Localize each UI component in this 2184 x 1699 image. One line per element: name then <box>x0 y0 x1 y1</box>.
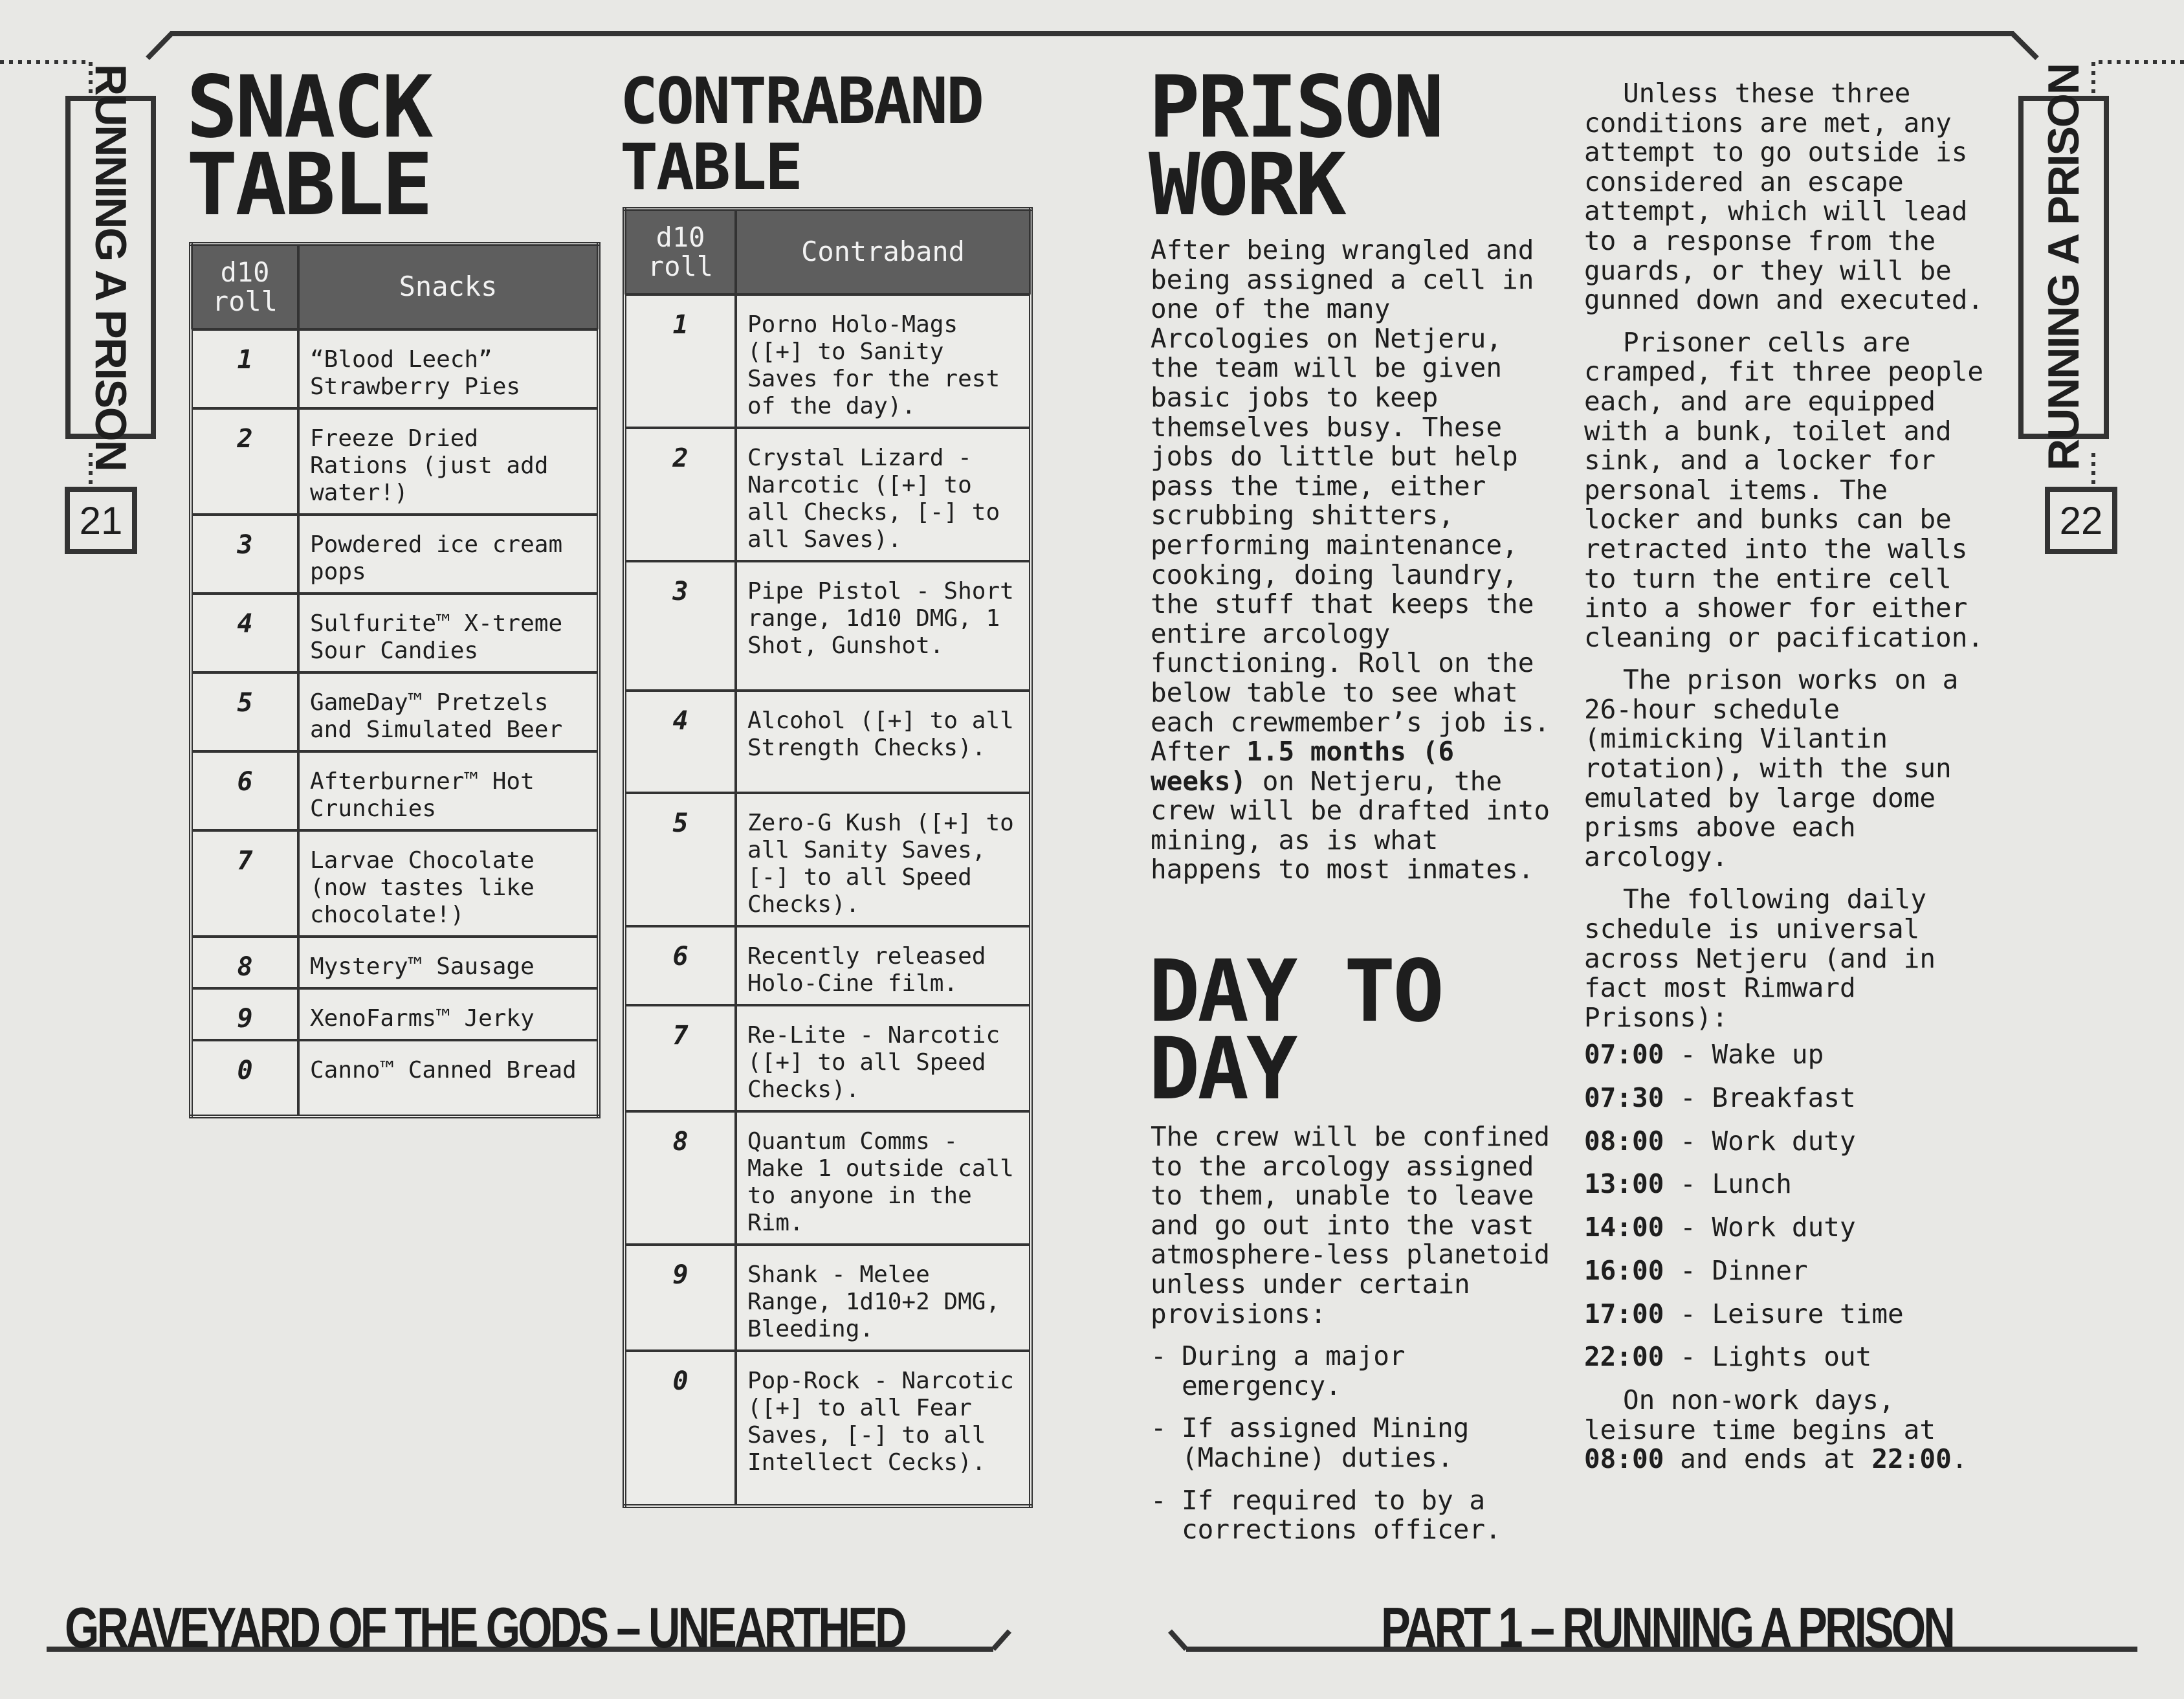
item-cell: Afterburner™ Hot Crunchies <box>298 751 599 830</box>
schedule-row <box>1584 1256 1992 1300</box>
cells-paragraph: Prisoner cells are cramped, fit three people each, and are equipped with a bunk, toilet and sink, and a locker for personal items. The locker and bunks can be retracted into the walls to turn the entire cell into a shower for either cleaning or pacification. <box>1584 326 1984 653</box>
roll-cell: 0 <box>624 1351 736 1506</box>
day-to-day-title-line1: DAY TO <box>1149 942 1442 1041</box>
schedule-activity: Work duty <box>1712 1212 1856 1243</box>
snack-title-line2: TABLE <box>186 135 431 235</box>
snack-header-roll: d10 roll <box>191 244 298 329</box>
prison-work-heading <box>1149 58 1442 235</box>
item-cell: Larvae Chocolate (now tastes like chocolate!) <box>298 830 599 937</box>
side-tab-right <box>2018 64 2109 471</box>
roll-cell: 1 <box>624 294 736 428</box>
schedule-separator: - <box>1664 1212 1712 1243</box>
item-cell: Shank - Melee Range, 1d10+2 DMG, Bleeding. <box>736 1245 1031 1351</box>
snack-title-line1: SNACK <box>186 58 431 157</box>
item-cell: Freeze Dried Rations (just add water!) <box>298 408 599 515</box>
page-number-left: 21 <box>65 487 137 554</box>
item-cell: GameDay™ Pretzels and Simulated Beer <box>298 672 599 751</box>
schedule-activity: Lunch <box>1712 1168 1792 1200</box>
prison-work-para-a: After being wrangled and being assigned a cell in one of the many Arcologies on Netjeru, the team will be given basic jobs to keep themselves busy. These jobs do little but help pass the time, either scrubbing shitters, performing maintenance, cooking, doing laundry, the stuff that keeps the entire arcology functioning. Roll on the below table to see what each crewmember’s job is. After <box>1151 234 1550 768</box>
schedule-separator: - <box>1664 1341 1712 1373</box>
page-number-right: 22 <box>2045 487 2117 554</box>
roll-cell: 0 <box>191 1040 298 1116</box>
prison-work-para-b: on Netjeru, the crew will be drafted into mining, as is what happens to most inmates. <box>1151 765 1550 885</box>
table-row <box>191 329 599 408</box>
prison-work-text <box>1151 236 1552 885</box>
provisions-list <box>1151 1342 1558 1545</box>
item-cell: “Blood Leech” Strawberry Pies <box>298 329 599 408</box>
daily-schedule <box>1584 1040 1992 1386</box>
item-cell: Crystal Lizard - Narcotic ([+] to all Checks, [-] to all Saves). <box>736 428 1031 561</box>
day-to-day-intro: The crew will be confined to the arcology assigned to them, unable to leave and go out into the vast atmosphere-less planetoid unless under certain provisions: <box>1151 1121 1550 1329</box>
table-row <box>191 751 599 830</box>
schedule-time: 07:00 <box>1584 1039 1664 1071</box>
table-row <box>624 926 1031 1005</box>
roll-cell: 6 <box>624 926 736 1005</box>
day-to-day-text <box>1151 1122 1558 1558</box>
schedule-separator: - <box>1664 1298 1712 1329</box>
schedule-row <box>1584 1127 1992 1170</box>
roll-cell: 9 <box>624 1245 736 1351</box>
item-cell: Porno Holo-Mags ([+] to Sanity Saves for the rest of the day). <box>736 294 1031 428</box>
schedule-separator: - <box>1664 1125 1712 1157</box>
schedule-row <box>1584 1342 1992 1386</box>
roll-cell: 2 <box>191 408 298 515</box>
item-cell: Zero-G Kush ([+] to all Sanity Saves, [-] to all Speed Checks). <box>736 793 1031 926</box>
table-row <box>191 937 599 988</box>
schedule-activity: Breakfast <box>1712 1082 1856 1114</box>
schedule-time: 07:30 <box>1584 1082 1664 1114</box>
schedule-row <box>1584 1170 1992 1213</box>
roll-cell: 5 <box>624 793 736 926</box>
prison-work-title-line2: WORK <box>1149 135 1344 235</box>
roll-cell: 9 <box>191 988 298 1040</box>
item-cell: Pop-Rock - Narcotic ([+] to all Fear Saves, [-] to all Intellect Cecks). <box>736 1351 1031 1506</box>
snack-header-item: Snacks <box>298 244 599 329</box>
non-work-text-a: On non-work days, leisure time begins at <box>1584 1384 1936 1445</box>
right-column-text <box>1584 79 1992 1474</box>
footer-left: GRAVEYARD OF THE GODS – UNEARTHED <box>65 1595 905 1660</box>
non-work-text-c: . <box>1951 1443 1968 1475</box>
roll-cell: 6 <box>191 751 298 830</box>
table-row <box>624 1245 1031 1351</box>
roll-cell: 3 <box>191 515 298 594</box>
schedule-row <box>1584 1083 1992 1127</box>
snack-table <box>189 242 601 1118</box>
roll-cell: 7 <box>191 830 298 937</box>
schedule-separator: - <box>1664 1168 1712 1200</box>
table-row <box>624 294 1031 428</box>
table-row <box>191 988 599 1040</box>
schedule-separator: - <box>1664 1039 1712 1071</box>
non-work-text-b: and ends at <box>1664 1443 1872 1475</box>
schedule-activity: Leisure time <box>1712 1298 1904 1329</box>
schedule-activity: Lights out <box>1712 1341 1872 1373</box>
schedule-activity: Dinner <box>1712 1254 1808 1286</box>
item-cell: Recently released Holo-Cine film. <box>736 926 1031 1005</box>
table-row <box>624 793 1031 926</box>
side-tab-left <box>65 64 156 471</box>
roll-cell: 3 <box>624 561 736 691</box>
side-tab-left-label: RUNNING A PRISON <box>86 64 135 471</box>
schedule-intro-paragraph: The prison works on a 26-hour schedule (mimicking Vilantin rotation), with the sun emulated by large dome prisms above each arcology. <box>1584 664 1959 872</box>
table-row <box>624 691 1031 793</box>
roll-cell: 1 <box>191 329 298 408</box>
roll-cell: 2 <box>624 428 736 561</box>
contraband-table-heading <box>620 65 983 205</box>
schedule-row <box>1584 1040 1992 1083</box>
table-row <box>191 672 599 751</box>
contraband-header-item: Contraband <box>736 209 1031 294</box>
prison-work-title-line1: PRISON <box>1149 58 1442 157</box>
provision-item: - If required to by a corrections officer. <box>1151 1486 1558 1545</box>
table-row <box>191 1040 599 1116</box>
schedule-row <box>1584 1300 1992 1343</box>
universal-paragraph: The following daily schedule is universal across Netjeru (and in fact most Rimward Prisons): <box>1584 883 1936 1033</box>
roll-cell: 8 <box>191 937 298 988</box>
schedule-time: 08:00 <box>1584 1125 1664 1157</box>
schedule-time: 13:00 <box>1584 1168 1664 1200</box>
contraband-table <box>623 207 1033 1508</box>
item-cell: Quantum Comms - Make 1 outside call to anyone in the Rim. <box>736 1111 1031 1245</box>
non-work-end-time: 22:00 <box>1871 1443 1952 1475</box>
table-row <box>191 408 599 515</box>
contraband-header-roll: d10 roll <box>624 209 736 294</box>
schedule-row <box>1584 1213 1992 1256</box>
item-cell: Canno™ Canned Bread <box>298 1040 599 1116</box>
item-cell: XenoFarms™ Jerky <box>298 988 599 1040</box>
contraband-title-line2: TABLE <box>620 131 802 205</box>
item-cell: Alcohol ([+] to all Strength Checks). <box>736 691 1031 793</box>
table-row <box>191 830 599 937</box>
item-cell: Mystery™ Sausage <box>298 937 599 988</box>
item-cell: Sulfurite™ X-treme Sour Candies <box>298 594 599 672</box>
schedule-activity: Wake up <box>1712 1039 1824 1071</box>
table-row <box>624 1005 1031 1111</box>
item-cell: Powdered ice cream pops <box>298 515 599 594</box>
schedule-time: 14:00 <box>1584 1212 1664 1243</box>
schedule-time: 22:00 <box>1584 1341 1664 1373</box>
item-cell: Pipe Pistol - Short range, 1d10 DMG, 1 Shot, Gunshot. <box>736 561 1031 691</box>
provision-item: - If assigned Mining (Machine) duties. <box>1151 1414 1558 1472</box>
roll-cell: 5 <box>191 672 298 751</box>
roll-cell: 4 <box>624 691 736 793</box>
footer-right: PART 1 – RUNNING A PRISON <box>1381 1595 1953 1660</box>
schedule-separator: - <box>1664 1254 1712 1286</box>
table-row <box>624 428 1031 561</box>
schedule-activity: Work duty <box>1712 1125 1856 1157</box>
schedule-time: 17:00 <box>1584 1298 1664 1329</box>
contraband-title-line1: CONTRABAND <box>620 65 983 139</box>
escape-paragraph: Unless these three conditions are met, any attempt to go outside is considered an escape attempt, which will lead to a response from the guards, or they will be gunned down and executed. <box>1584 78 1984 316</box>
non-work-paragraph <box>1584 1386 1992 1474</box>
item-cell: Re-Lite - Narcotic ([+] to all Speed Checks). <box>736 1005 1031 1111</box>
snack-table-heading <box>186 58 431 235</box>
table-row <box>624 561 1031 691</box>
prison-work-duration: 1.5 months (6 weeks) <box>1151 736 1455 797</box>
table-row <box>191 515 599 594</box>
table-row <box>624 1111 1031 1245</box>
provision-item: - During a major emergency. <box>1151 1342 1558 1401</box>
table-row <box>624 1351 1031 1506</box>
roll-cell: 4 <box>191 594 298 672</box>
day-to-day-title-line2: DAY <box>1149 1019 1296 1119</box>
day-to-day-heading <box>1149 942 1442 1119</box>
schedule-separator: - <box>1664 1082 1712 1114</box>
side-tab-right-label: RUNNING A PRISON <box>2039 64 2088 471</box>
schedule-time: 16:00 <box>1584 1254 1664 1286</box>
roll-cell: 8 <box>624 1111 736 1245</box>
non-work-start-time: 08:00 <box>1584 1443 1664 1475</box>
table-row <box>191 594 599 672</box>
roll-cell: 7 <box>624 1005 736 1111</box>
